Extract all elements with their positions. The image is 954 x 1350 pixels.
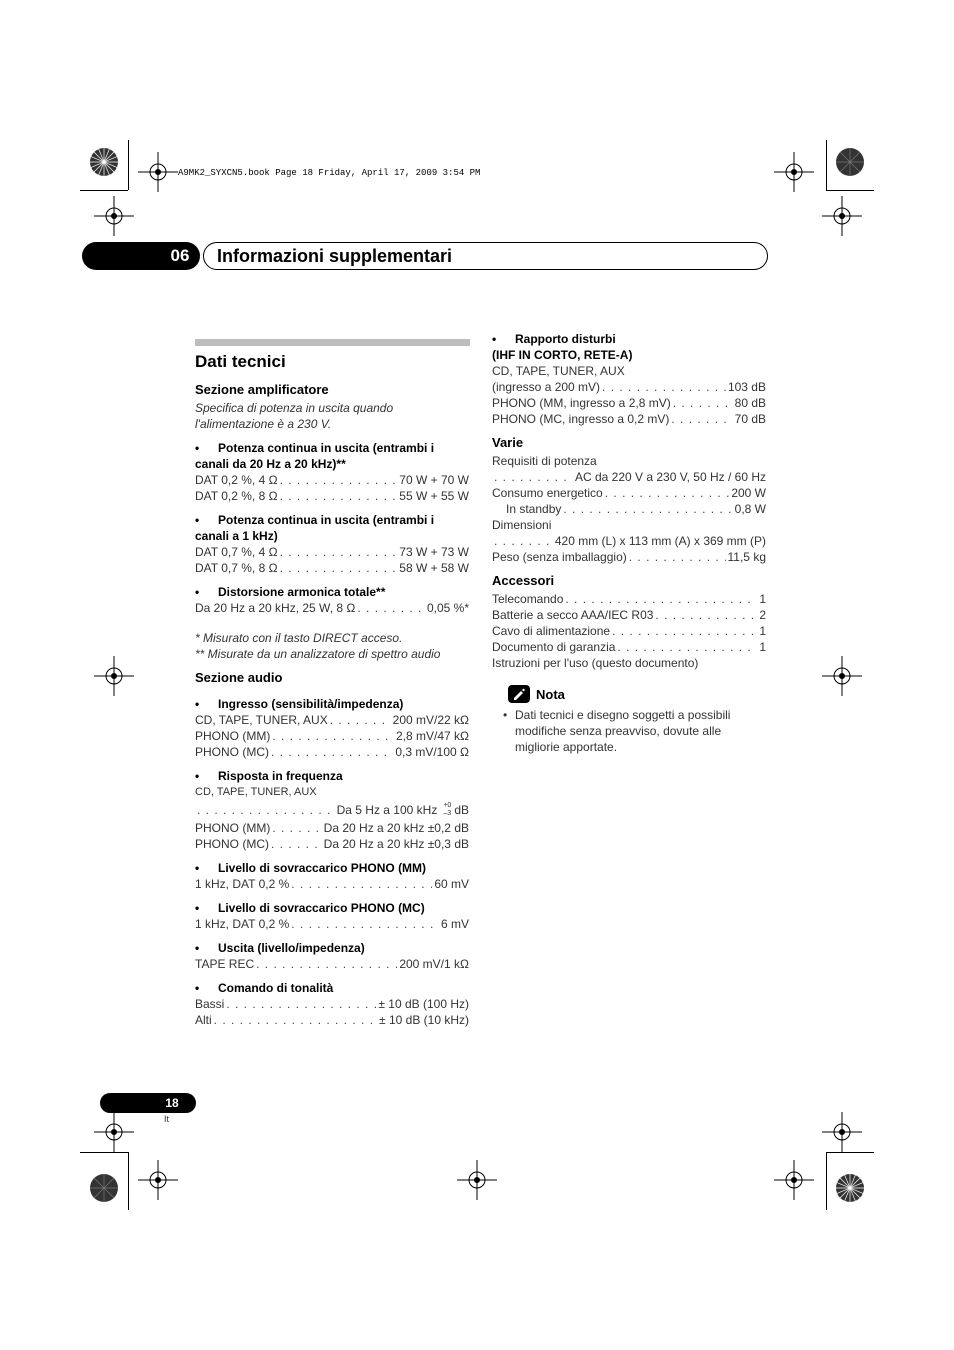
- spec-row: . . . Da 5 Hz a 100 kHz +0 –3 dB: [195, 800, 469, 820]
- spec-label: • Livello di sovraccarico PHONO (MM): [195, 860, 469, 876]
- crop-line: [80, 1152, 128, 1153]
- spec-row: PHONO (MM, ingresso a 2,8 mV) . . . 80 dB: [492, 395, 766, 411]
- tolerance-bottom: –3: [443, 810, 452, 817]
- crop-line: [80, 190, 128, 191]
- crop-line: [826, 1152, 827, 1210]
- spec-row: PHONO (MM) . . . 2,8 mV/47 kΩ: [195, 728, 469, 744]
- spec-row: In standby . . . 0,8 W: [492, 501, 766, 517]
- spec-label: • Potenza continua in uscita (entrambi i: [195, 440, 469, 456]
- crosshair-mark-icon: [774, 1160, 814, 1200]
- nota-item: • Dati tecnici e disegno soggetti a possibili modifiche senza preavviso, dovute alle migliorie apportate.: [492, 707, 767, 755]
- pencil-note-icon: [508, 685, 530, 703]
- spec-row: Cavo di alimentazione . . . 1: [492, 623, 766, 639]
- spec-row: Peso (senza imballaggio) . . . 11,5 kg: [492, 549, 766, 565]
- left-column: [195, 339, 469, 1028]
- print-header-line: A9MK2_SYXCN5.book Page 18 Friday, April 17, 2009 3:54 PM: [178, 168, 481, 178]
- spec-row: TAPE REC . . . 200 mV/1 kΩ: [195, 956, 469, 972]
- spec-row: Documento di garanzia . . . 1: [492, 639, 766, 655]
- spec-row: PHONO (MC) . . . Da 20 Hz a 20 kHz ±0,3 dB: [195, 836, 469, 852]
- spec-label: (IHF IN CORTO, RETE-A): [492, 348, 633, 362]
- page-language: It: [164, 1114, 170, 1124]
- crop-line: [826, 1152, 874, 1153]
- section-title: Dati tecnici: [195, 352, 286, 371]
- crosshair-mark-icon: [822, 1112, 862, 1152]
- crosshair-mark-icon: [94, 1112, 134, 1152]
- section-bar: [195, 339, 470, 346]
- spec-label: • Comando di tonalità: [195, 980, 469, 996]
- spec-row: DAT 0,2 %, 4 Ω . . . 70 W + 70 W: [195, 472, 469, 488]
- spec-label: • Uscita (livello/impedenza): [195, 940, 469, 956]
- spec-row: PHONO (MC, ingresso a 0,2 mV) . . . 70 dB: [492, 411, 766, 427]
- page-number: 18: [165, 1096, 179, 1110]
- crosshair-mark-icon: [94, 656, 134, 696]
- spec-row: Da 20 Hz a 20 kHz, 25 W, 8 Ω . . . 0,05 %*: [195, 600, 469, 616]
- right-column: [492, 331, 766, 755]
- registration-wheel-icon: [834, 146, 866, 178]
- spec-row: . . . 420 mm (L) x 113 mm (A) x 369 mm (P): [492, 533, 766, 549]
- crop-line: [826, 190, 874, 191]
- chapter-title: Informazioni supplementari: [217, 246, 453, 266]
- crosshair-mark-icon: [822, 196, 862, 236]
- spec-row: DAT 0,7 %, 8 Ω . . . 58 W + 58 W: [195, 560, 469, 576]
- misc-heading: Varie: [492, 435, 524, 450]
- crop-line: [128, 1152, 129, 1210]
- crop-line: [826, 140, 827, 190]
- spec-row: 1 kHz, DAT 0,2 % . . . 60 mV: [195, 876, 469, 892]
- crosshair-mark-icon: [822, 656, 862, 696]
- registration-wheel-icon: [88, 1172, 120, 1204]
- nota-header: [508, 685, 766, 703]
- spec-row: PHONO (MC) . . . 0,3 mV/100 Ω: [195, 744, 469, 760]
- footnote: ** Misurate da un analizzatore di spettro audio: [195, 647, 441, 661]
- spec-label: • Rapporto disturbi: [492, 331, 766, 347]
- spec-row: Batterie a secco AAA/IEC R03 . . . 2: [492, 607, 766, 623]
- spec-label: canali da 20 Hz a 20 kHz)**: [195, 457, 346, 471]
- spec-label: • Risposta in frequenza: [195, 768, 469, 784]
- nota-title: Nota: [536, 686, 565, 702]
- spec-label: • Livello di sovraccarico PHONO (MC): [195, 900, 469, 916]
- spec-subline: Dimensioni: [492, 518, 552, 532]
- crop-line: [128, 140, 129, 190]
- crosshair-mark-icon: [774, 152, 814, 192]
- registration-wheel-icon: [834, 1172, 866, 1204]
- spec-row: CD, TAPE, TUNER, AUX . . . 200 mV/22 kΩ: [195, 712, 469, 728]
- crosshair-mark-icon: [457, 1160, 497, 1200]
- footnote: * Misurato con il tasto DIRECT acceso.: [195, 631, 403, 645]
- spec-row: Bassi . . . ± 10 dB (100 Hz): [195, 996, 469, 1012]
- crosshair-mark-icon: [138, 152, 178, 192]
- spec-row: 1 kHz, DAT 0,2 % . . . 6 mV: [195, 916, 469, 932]
- spec-label: canali a 1 kHz): [195, 529, 278, 543]
- spec-row: DAT 0,7 %, 4 Ω . . . 73 W + 73 W: [195, 544, 469, 560]
- spec-label: • Potenza continua in uscita (entrambi i: [195, 512, 469, 528]
- amp-note: Specifica di potenza in uscita quando: [195, 401, 394, 415]
- spec-row: PHONO (MM) . . . Da 20 Hz a 20 kHz ±0,2 dB: [195, 820, 469, 836]
- amp-heading: Sezione amplificatore: [195, 382, 329, 397]
- spec-label: • Distorsione armonica totale**: [195, 584, 469, 600]
- accessories-heading: Accessori: [492, 573, 555, 588]
- registration-wheel-icon: [88, 146, 120, 178]
- crosshair-mark-icon: [94, 196, 134, 236]
- spec-subline: Istruzioni per l'uso (questo documento): [492, 656, 699, 670]
- spec-subline: Requisiti di potenza: [492, 454, 597, 468]
- spec-subline: CD, TAPE, TUNER, AUX: [492, 364, 625, 378]
- audio-heading: Sezione audio: [195, 670, 283, 685]
- tolerance-top: +0: [443, 802, 452, 809]
- crosshair-mark-icon: [138, 1160, 178, 1200]
- spec-row: Consumo energetico . . . 200 W: [492, 485, 766, 501]
- spec-row: . . . AC da 220 V a 230 V, 50 Hz / 60 Hz: [492, 469, 766, 485]
- amp-note: l'alimentazione è a 230 V.: [195, 417, 332, 431]
- spec-row: DAT 0,2 %, 8 Ω . . . 55 W + 55 W: [195, 488, 469, 504]
- spec-row: Telecomando . . . 1: [492, 591, 766, 607]
- spec-row: (ingresso a 200 mV) . . . 103 dB: [492, 379, 766, 395]
- chapter-number: 06: [170, 246, 190, 265]
- spec-label: • Ingresso (sensibilità/impedenza): [195, 696, 469, 712]
- spec-row: Alti . . . ± 10 dB (10 kHz): [195, 1012, 469, 1028]
- spec-subline: CD, TAPE, TUNER, AUX: [195, 786, 317, 798]
